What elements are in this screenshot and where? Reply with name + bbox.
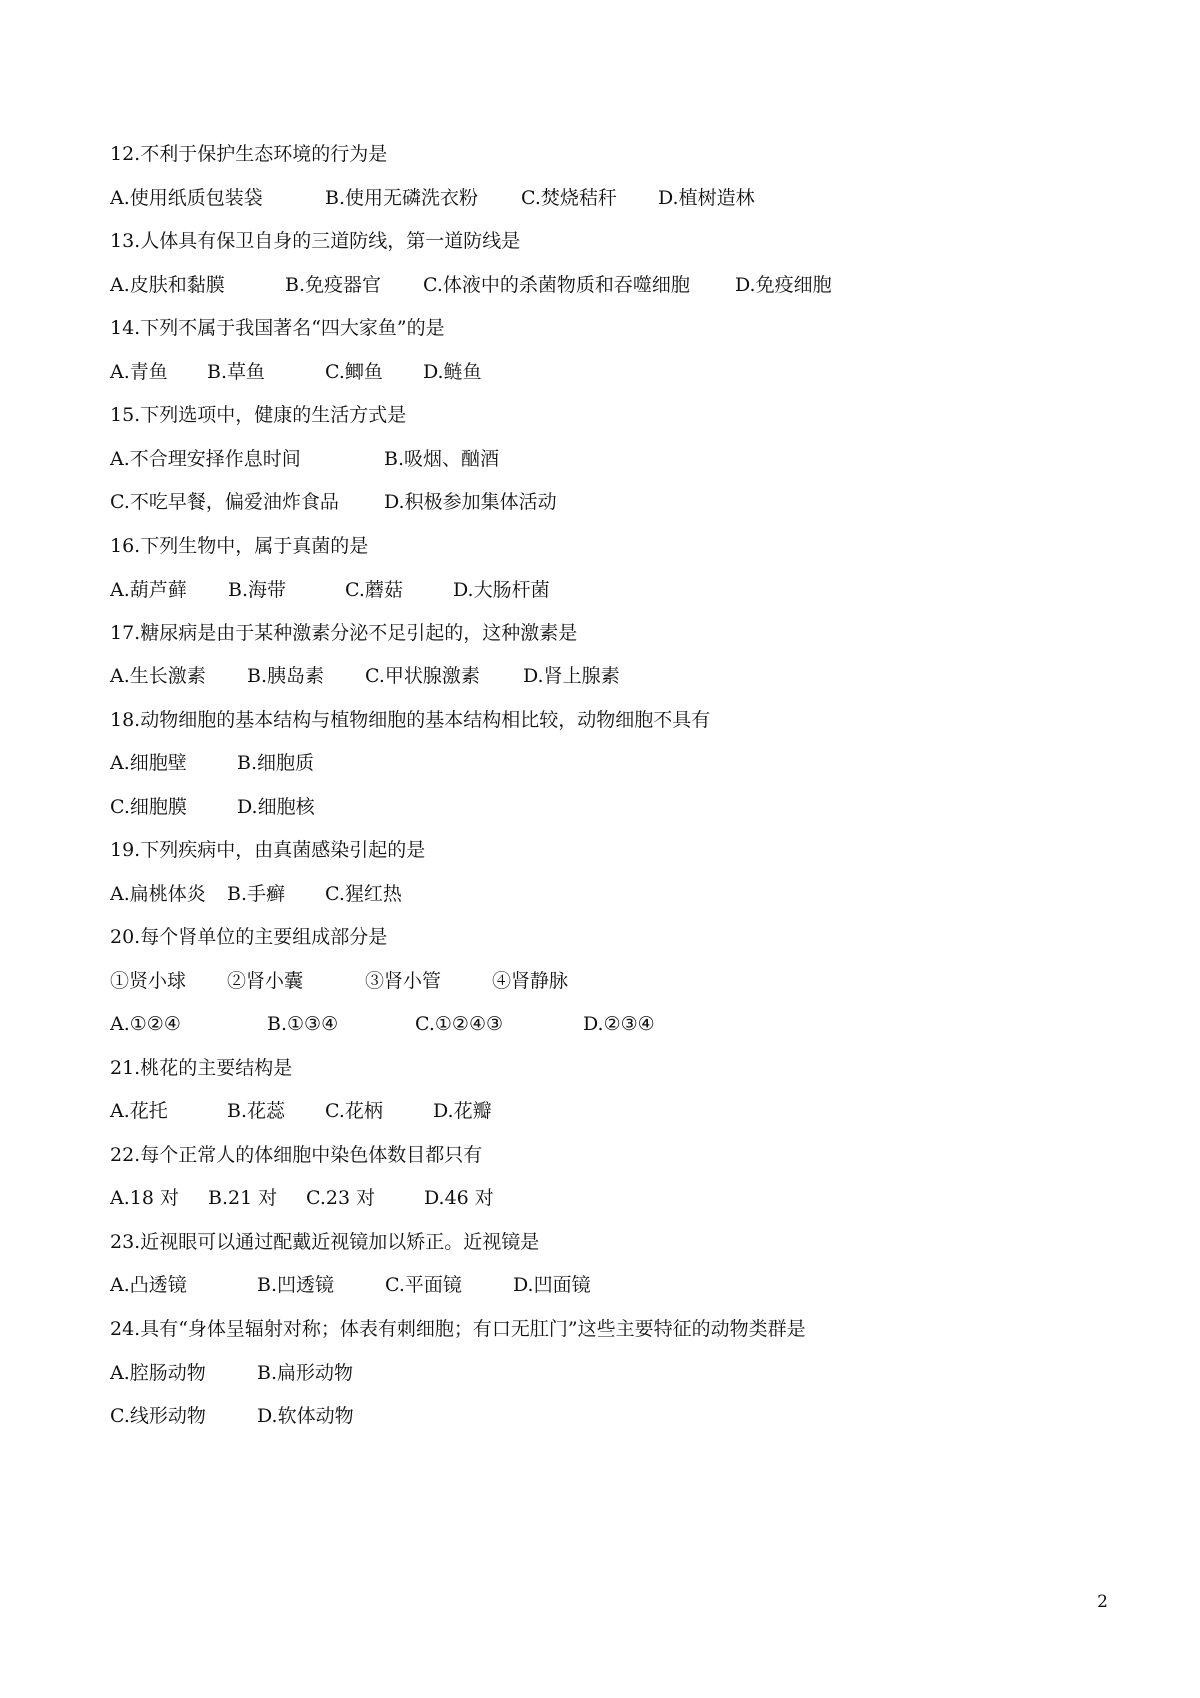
option: A.花托 <box>110 1100 168 1122</box>
option: C.①②④③ <box>415 1013 504 1035</box>
option: B.①③④ <box>267 1013 339 1035</box>
question-15-options-row-1 <box>110 442 499 476</box>
question-24-options-row-2 <box>110 1399 354 1433</box>
option: B.手癣 <box>227 883 286 905</box>
question-16-options <box>110 573 550 607</box>
page-number: 2 <box>1097 1592 1108 1612</box>
option: B.吸烟、酗酒 <box>384 448 500 470</box>
item: ①贤小球 <box>110 970 187 992</box>
option: B.草鱼 <box>207 361 266 383</box>
question-17-stem: 17.糖尿病是由于某种激素分泌不足引起的，这种激素是 <box>110 622 578 644</box>
question-20-options <box>110 1007 655 1041</box>
option: A.皮肤和黏膜 <box>110 274 225 296</box>
option: D.46 对 <box>424 1187 494 1209</box>
option: D.花瓣 <box>433 1100 492 1122</box>
question-19-options <box>110 877 402 911</box>
option: C.体液中的杀菌物质和吞噬细胞 <box>423 274 690 296</box>
option: A.葫芦藓 <box>110 579 187 601</box>
option: A.凸透镜 <box>110 1274 187 1296</box>
option: A.青鱼 <box>110 361 168 383</box>
question-13-stem: 13.人体具有保卫自身的三道防线，第一道防线是 <box>110 230 521 252</box>
question-20-items <box>110 964 568 998</box>
option: C.花柄 <box>325 1100 383 1122</box>
question-18-options-row-2 <box>110 790 315 824</box>
question-15-stem: 15.下列选项中，健康的生活方式是 <box>110 404 407 426</box>
option: C.细胞膜 <box>110 796 187 818</box>
option: B.花蕊 <box>227 1100 286 1122</box>
option: A.①②④ <box>110 1013 181 1035</box>
question-24-stem: 24.具有“身体呈辐射对称；体表有刺细胞；有口无肛门”这些主要特征的动物类群是 <box>110 1318 806 1340</box>
option: C.猩红热 <box>325 883 402 905</box>
question-22-stem: 22.每个正常人的体细胞中染色体数目都只有 <box>110 1144 483 1166</box>
question-20-stem: 20.每个肾单位的主要组成部分是 <box>110 926 388 948</box>
item: ③肾小管 <box>365 970 442 992</box>
question-19-stem: 19.下列疾病中，由真菌感染引起的是 <box>110 839 426 861</box>
question-18-stem: 18.动物细胞的基本结构与植物细胞的基本结构相比较，动物细胞不具有 <box>110 709 711 731</box>
option: A.生长激素 <box>110 665 206 687</box>
option: A.细胞壁 <box>110 752 187 774</box>
question-23-stem: 23.近视眼可以通过配戴近视镜加以矫正。近视镜是 <box>110 1231 540 1253</box>
question-15-options-row-2 <box>110 485 557 519</box>
option: C.焚烧秸秆 <box>521 187 617 209</box>
option: D.②③④ <box>583 1013 655 1035</box>
option: C.线形动物 <box>110 1405 206 1427</box>
option: A.18 对 <box>110 1187 179 1209</box>
option: C.平面镜 <box>385 1274 462 1296</box>
question-12-stem: 12.不利于保护生态环境的行为是 <box>110 143 388 165</box>
question-23-options <box>110 1268 591 1302</box>
question-18-options-row-1 <box>110 746 314 780</box>
question-16-stem: 16.下列生物中，属于真菌的是 <box>110 535 369 557</box>
question-14-options <box>110 355 482 389</box>
option: D.鲢鱼 <box>423 361 482 383</box>
option: C.不吃早餐，偏爱油炸食品 <box>110 491 339 513</box>
option: C.23 对 <box>306 1187 376 1209</box>
option: D.积极参加集体活动 <box>384 491 557 513</box>
option: D.植树造林 <box>658 187 755 209</box>
option: D.细胞核 <box>237 796 315 818</box>
option: C.鲫鱼 <box>325 361 383 383</box>
option: D.肾上腺素 <box>523 665 620 687</box>
option: B.凹透镜 <box>257 1274 335 1296</box>
option: B.胰岛素 <box>247 665 325 687</box>
option: B.免疫器官 <box>285 274 382 296</box>
option: D.软体动物 <box>257 1405 354 1427</box>
question-22-options <box>110 1181 494 1215</box>
option: A.腔肠动物 <box>110 1362 206 1384</box>
question-21-stem: 21.桃花的主要结构是 <box>110 1057 293 1079</box>
question-12-options <box>110 181 755 215</box>
option: C.蘑菇 <box>345 579 403 601</box>
question-13-options <box>110 268 832 302</box>
option: A.使用纸质包装袋 <box>110 187 263 209</box>
question-24-options-row-1 <box>110 1356 353 1390</box>
option: D.大肠杆菌 <box>453 579 550 601</box>
question-17-options <box>110 659 620 693</box>
option: D.免疫细胞 <box>735 274 832 296</box>
item: ②肾小囊 <box>227 970 304 992</box>
option: B.细胞质 <box>237 752 315 774</box>
option: D.凹面镜 <box>513 1274 591 1296</box>
option: A.不合理安择作息时间 <box>110 448 301 470</box>
option: C.甲状腺激素 <box>365 665 480 687</box>
question-14-stem: 14.下列不属于我国著名“四大家鱼”的是 <box>110 317 445 339</box>
item: ④肾静脉 <box>492 970 569 992</box>
option: B.使用无磷洗衣粉 <box>325 187 479 209</box>
option: B.21 对 <box>208 1187 278 1209</box>
question-21-options <box>110 1094 492 1128</box>
option: B.扁形动物 <box>257 1362 354 1384</box>
option: B.海带 <box>228 579 287 601</box>
option: A.扁桃体炎 <box>110 883 206 905</box>
